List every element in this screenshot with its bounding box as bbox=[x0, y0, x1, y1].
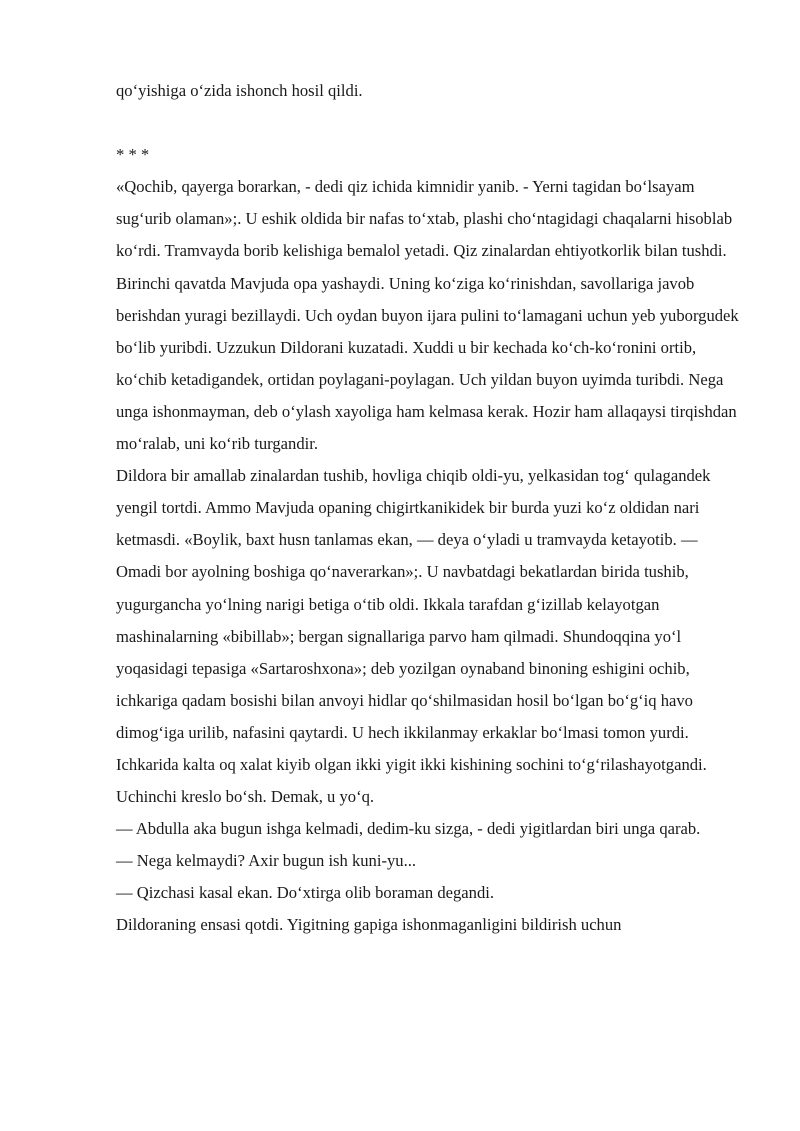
paragraph: Dildora bir amallab zinalardan tushib, hovliga chiqib oldi-yu, yelkasidan tog‘ qulagandek yengil tortdi. Ammo Mavjuda opaning chigirtkanikidek bir burda yuzi ko‘z oldidan nari ketmasdi. «Boylik, baxt husn tanlamas ekan, — deya o‘yladi u tramvayda ketayotib. — Omadi bor ayolning boshiga qo‘naverarkan»;. U navbatdagi bekatlardan birida tushib, yugurgancha yo‘lning narigi betiga o‘tib oldi. Ikkala tarafdan g‘izillab kelayotgan mashinalarning «bibillab»; bergan signallariga parvo ham qilmadi. Shundoqqina yo‘l yoqasidagi tepasiga «Sartaroshxona»; deb yozilgan oynaband binoning eshigini ochib, ichkariga qadam bosishi bilan anvoyi hidlar qo‘shilmasidan hosil bo‘lgan bo‘g‘iq havo dimog‘iga urilib, nafasini qaytardi. U hech ikkilanmay erkaklar bo‘lmasi tomon yurdi. Ichkarida kalta oq xalat kiyib olgan ikki yigit ikki kishining sochini to‘g‘rilashayotgandi. Uchinchi kreslo bo‘sh. Demak, u yo‘q. bbox=[116, 466, 711, 807]
section-separator: * * * bbox=[116, 145, 150, 165]
dialogue-line: — Qizchasi kasal ekan. Do‘xtirga olib boraman degandi. bbox=[116, 883, 495, 903]
paragraph: Dildoraning ensasi qotdi. Yigitning gapiga ishonmaganligini bildirish uchun bbox=[116, 915, 622, 935]
paragraph-continuation: qo‘yishiga o‘zida ishonch hosil qildi. bbox=[116, 81, 363, 100]
dialogue-line: — Nega kelmaydi? Axir bugun ish kuni-yu... bbox=[116, 851, 417, 871]
blank-line bbox=[116, 107, 744, 139]
paragraph: «Qochib, qayerga borarkan, - dedi qiz ichida kimnidir yanib. - Yerni tagidan bo‘lsayam sug‘urib olaman»;. U eshik oldida bir nafas to‘xtab, plashi cho‘ntagidagi chaqalarni hisoblab ko‘rdi. Tramvayda borib kelishiga bemalol yetadi. Qiz zinalardan ehtiyotkorlik bilan tushdi. Birinchi qavatda Mavjuda opa yashaydi. Uning ko‘ziga ko‘rinishdan, savollariga javob berishdan yuragi bezillaydi. Uch oydan buyon ijara pulini to‘lamagani uchun yeb yuborgudek bo‘lib yuribdi. Uzzukun Dildorani kuzatadi. Xuddi u bir kechada ko‘ch-ko‘ronini ortib, ko‘chib ketadigandek, ortidan poylagani-poylagan. Uch yildan buyon uyimda turibdi. Nega unga ishonmayman, deb o‘ylash xayoliga ham kelmasa kerak. Hozir ham allaqaysi tirqishdan mo‘ralab, uni ko‘rib turgandir. bbox=[116, 177, 739, 454]
dialogue-line: — Abdulla aka bugun ishga kelmadi, dedim-ku sizga, - dedi yigitlardan biri unga qarab. bbox=[116, 819, 701, 839]
document-body bbox=[116, 75, 744, 942]
